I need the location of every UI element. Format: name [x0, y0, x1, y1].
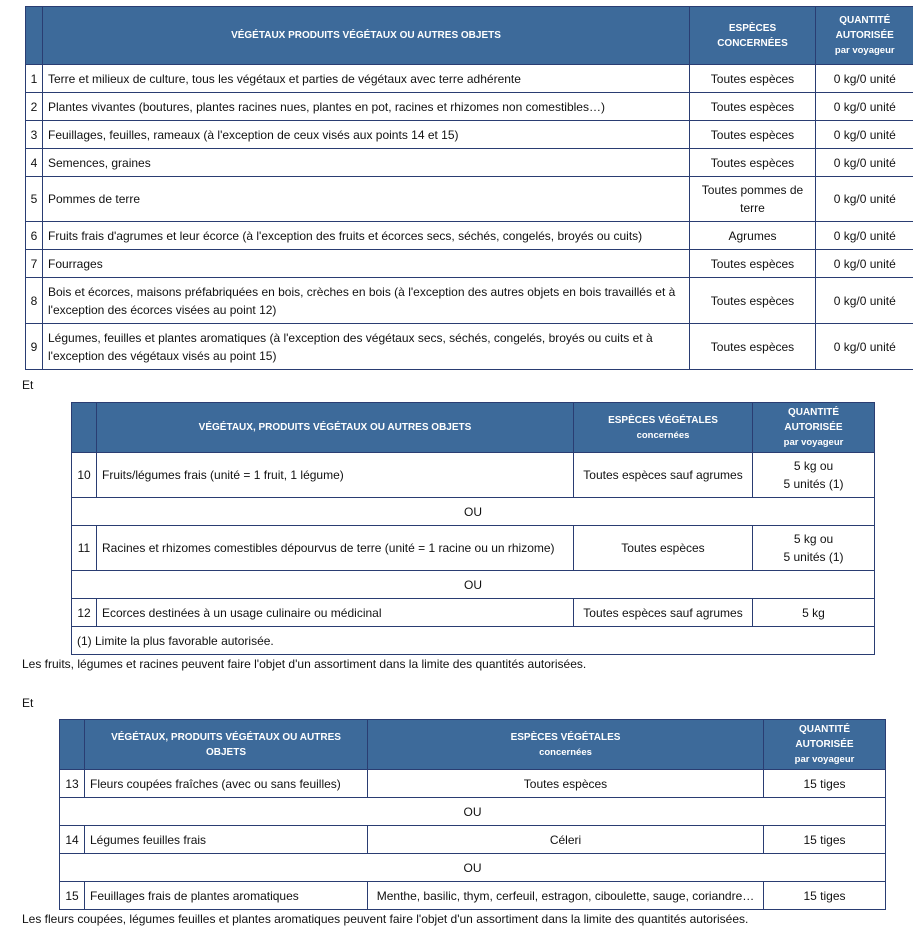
header-species-line2: CONCERNÉES [717, 37, 788, 49]
row-num: 3 [26, 121, 43, 149]
row-qty: 0 kg/0 unité [816, 149, 913, 177]
row-item: Feuillages frais de plantes aromatiques [85, 882, 368, 910]
row-species: Toutes espèces [690, 324, 816, 370]
header-species-line2: concernées [539, 746, 592, 758]
row-species: Menthe, basilic, thym, cerfeuil, estragon, ciboulette, sauge, coriandre… [368, 882, 764, 910]
header-qty-line1: QUANTITÉ [839, 15, 891, 26]
row-qty: 0 kg/0 unité [816, 65, 913, 93]
header-species-line2: concernées [636, 429, 690, 441]
footnote: (1) Limite la plus favorable autorisée. [72, 627, 875, 655]
row-qty: 0 kg/0 unité [816, 177, 913, 222]
row-item: Fleurs coupées fraîches (avec ou sans feuilles) [85, 770, 368, 798]
row-qty [753, 453, 875, 498]
row-num: 13 [60, 770, 85, 798]
row-qty [753, 526, 875, 571]
header-qty [764, 720, 886, 770]
header-items: VÉGÉTAUX, PRODUITS VÉGÉTAUX OU AUTRES OBJETS [97, 403, 574, 453]
separator-row [72, 498, 875, 526]
row-num: 14 [60, 826, 85, 854]
table-row [26, 177, 913, 222]
header-qty-line2: par voyageur [783, 437, 844, 448]
table-row [26, 250, 913, 278]
table-row [60, 882, 886, 910]
row-species: Céleri [368, 826, 764, 854]
table-row [72, 599, 875, 627]
row-qty-line2: 5 unités (1) [783, 477, 844, 491]
row-qty: 15 tiges [764, 826, 886, 854]
header-qty-line3: par voyageur [834, 45, 895, 56]
row-item: Légumes feuilles frais [85, 826, 368, 854]
table-row [60, 770, 886, 798]
row-species: Toutes espèces [690, 149, 816, 177]
ou-separator: OU [60, 854, 886, 882]
row-qty: 0 kg/0 unité [816, 250, 913, 278]
row-species: Agrumes [690, 222, 816, 250]
row-item: Feuillages, feuilles, rameaux (à l'exception de ceux visés aux points 14 et 15) [43, 121, 690, 149]
row-num: 2 [26, 93, 43, 121]
row-item: Plantes vivantes (boutures, plantes racines nues, plantes en pot, racines et rhizomes non comestibles…) [43, 93, 690, 121]
row-num: 1 [26, 65, 43, 93]
table-row [26, 222, 913, 250]
row-item: Fruits frais d'agrumes et leur écorce (à l'exception des fruits et écorces secs, séchés, congelés, broyés ou cuits) [43, 222, 690, 250]
row-item: Terre et milieux de culture, tous les végétaux et parties de végétaux avec terre adhérente [43, 65, 690, 93]
row-qty: 0 kg/0 unité [816, 121, 913, 149]
row-item: Fourrages [43, 250, 690, 278]
row-species: Toutes espèces sauf agrumes [574, 453, 753, 498]
table-header-row [60, 720, 886, 770]
separator-row [60, 854, 886, 882]
table-row [26, 324, 913, 370]
row-qty: 0 kg/0 unité [816, 93, 913, 121]
row-item: Ecorces destinées à un usage culinaire ou médicinal [97, 599, 574, 627]
row-species: Toutes espèces [690, 250, 816, 278]
row-num: 12 [72, 599, 97, 627]
table-row [26, 149, 913, 177]
row-species: Toutes espèces [690, 278, 816, 324]
header-items: VÉGÉTAUX PRODUITS VÉGÉTAUX OU AUTRES OBJETS [43, 7, 690, 65]
row-item: Semences, graines [43, 149, 690, 177]
row-species: Toutes pommes de terre [690, 177, 816, 222]
row-qty-line2: 5 unités (1) [783, 550, 844, 564]
header-qty-line2: AUTORISÉE [835, 30, 894, 41]
row-qty: 0 kg/0 unité [816, 222, 913, 250]
row-qty: 0 kg/0 unité [816, 324, 913, 370]
row-qty: 15 tiges [764, 882, 886, 910]
row-item: Légumes, feuilles et plantes aromatiques (à l'exception des végétaux secs, séchés, congelés, broyés ou cuits et à l'exception des végétaux visés au point 15) [43, 324, 690, 370]
table-row [60, 826, 886, 854]
header-qty-line1: QUANTITÉ AUTORISÉE [784, 407, 843, 433]
row-qty: 15 tiges [764, 770, 886, 798]
header-species [368, 720, 764, 770]
et-label: Et [22, 378, 34, 392]
header-species-line1: ESPÈCES [728, 22, 777, 34]
row-qty: 5 kg [753, 599, 875, 627]
table-row [26, 93, 913, 121]
header-num [72, 403, 97, 453]
row-num: 15 [60, 882, 85, 910]
header-items: VÉGÉTAUX, PRODUITS VÉGÉTAUX OU AUTRES OBJETS [85, 720, 368, 770]
separator-row [60, 798, 886, 826]
row-qty-line1: 5 kg ou [793, 459, 834, 473]
header-qty-line1: QUANTITÉ AUTORISÉE [795, 724, 854, 750]
row-num: 11 [72, 526, 97, 571]
et-label: Et [22, 696, 34, 710]
header-species-line1: ESPÈCES VÉGÉTALES [608, 414, 718, 426]
row-item: Racines et rhizomes comestibles dépourvus de terre (unité = 1 racine ou un rhizome) [97, 526, 574, 571]
header-qty [753, 403, 875, 453]
ou-separator: OU [72, 498, 875, 526]
row-species: Toutes espèces [690, 65, 816, 93]
row-num: 7 [26, 250, 43, 278]
row-qty: 0 kg/0 unité [816, 278, 913, 324]
table-header-row [26, 7, 913, 65]
table-row [72, 526, 875, 571]
table-row [72, 453, 875, 498]
header-species-line1: ESPÈCES VÉGÉTALES [510, 731, 621, 743]
row-num: 5 [26, 177, 43, 222]
header-num [26, 7, 43, 65]
header-species [690, 7, 816, 65]
table-row [26, 65, 913, 93]
row-species: Toutes espèces [690, 93, 816, 121]
row-species: Toutes espèces [574, 526, 753, 571]
separator-row [72, 571, 875, 599]
header-qty [816, 7, 913, 65]
row-item: Pommes de terre [43, 177, 690, 222]
assortment-note-flowers: Les fleurs coupées, légumes feuilles et plantes aromatiques peuvent faire l'objet d'un assortiment dans la limite des quantités autorisées. [22, 912, 749, 926]
header-qty-line2: par voyageur [794, 754, 855, 765]
row-item: Bois et écorces, maisons préfabriquées en bois, crèches en bois (à l'exception des autres objets en bois travaillés et à l'exception des écorces visées au point 12) [43, 278, 690, 324]
allowed-flowers-table [59, 719, 886, 910]
table-row [26, 121, 913, 149]
footnote-row [72, 627, 875, 655]
row-num: 9 [26, 324, 43, 370]
row-num: 8 [26, 278, 43, 324]
row-num: 6 [26, 222, 43, 250]
table-header-row [72, 403, 875, 453]
row-species: Toutes espèces [368, 770, 764, 798]
ou-separator: OU [72, 571, 875, 599]
assortment-note-produce: Les fruits, légumes et racines peuvent faire l'objet d'un assortiment dans la limite des quantités autorisées. [22, 657, 587, 671]
row-species: Toutes espèces sauf agrumes [574, 599, 753, 627]
ou-separator: OU [60, 798, 886, 826]
row-species: Toutes espèces [690, 121, 816, 149]
row-item: Fruits/légumes frais (unité = 1 fruit, 1 légume) [97, 453, 574, 498]
row-qty-line1: 5 kg ou [793, 532, 834, 546]
header-species [574, 403, 753, 453]
row-num: 4 [26, 149, 43, 177]
allowed-produce-table [71, 402, 875, 655]
row-num: 10 [72, 453, 97, 498]
header-num [60, 720, 85, 770]
restricted-items-table [25, 6, 913, 370]
table-row [26, 278, 913, 324]
